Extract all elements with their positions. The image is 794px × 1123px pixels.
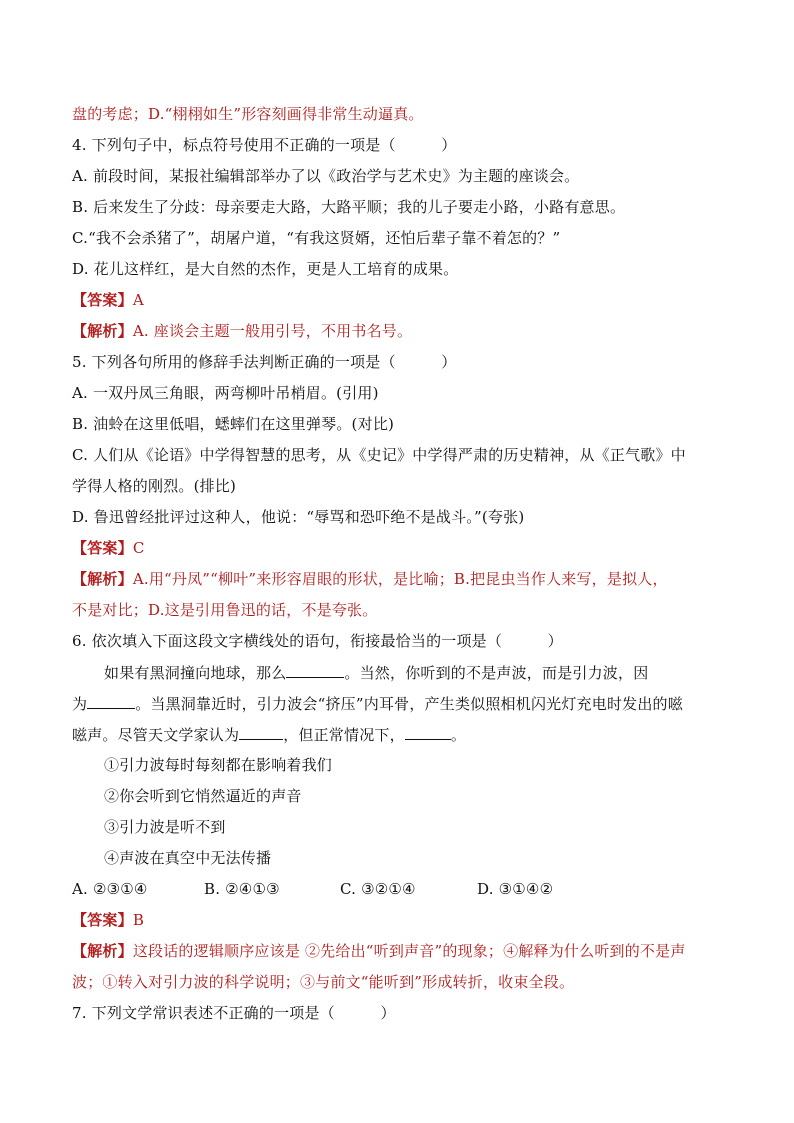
answer-value: A	[132, 291, 144, 309]
question-6-explanation-line1	[72, 941, 686, 961]
fill-blank-4	[405, 724, 451, 740]
question-5-option-b: B. 油蛉在这里低唱，蟋蟀们在这里弹琴。(对比)	[72, 415, 395, 433]
passage-text: ，但正常情况下，	[283, 726, 405, 744]
question-5-option-c-line1: C. 人们从《论语》中学得智慧的思考，从《史记》中学得严肃的历史精神，从《正气歌》中	[72, 446, 686, 464]
question-6-stem: 6. 依次填入下面这段文字横线处的语句，衔接最恰当的一项是（ ）	[72, 632, 563, 650]
explanation-tag: 【解析】	[72, 570, 133, 588]
question-5-explanation-line2: 不是对比；D.这是引用鲁迅的话，不是夸张。	[72, 601, 378, 619]
explanation-tag: 【解析】	[72, 322, 133, 340]
explanation-text: A.用“丹凤”“柳叶”来形容眉眼的形状，是比喻；B.把昆虫当作人来写，是拟人，	[132, 570, 668, 588]
question-4-option-a: A. 前段时间，某报社编辑部举办了以《政治学与艺术史》为主题的座谈会。	[72, 167, 580, 185]
question-6-sentence-4: ④声波在真空中无法传播	[104, 849, 272, 867]
question-4-option-b: B. 后来发生了分歧：母亲要走大路，大路平顺；我的儿子要走小路，小路有意思。	[72, 198, 626, 216]
question-5-option-d: D. 鲁迅曾经批评过这种人，他说：“辱骂和恐吓绝不是战斗。”(夸张)	[72, 508, 525, 526]
question-4-option-d: D. 花儿这样红，是大自然的杰作，更是人工培育的成果。	[72, 260, 459, 278]
question-6-explanation-line2: 波；①转入对引力波的科学说明；③与前文“能听到”形成转折，收束全段。	[72, 973, 575, 991]
question-4-answer	[72, 290, 144, 310]
question-5-stem: 5. 下列各句所用的修辞手法判断正确的一项是（ ）	[72, 353, 457, 371]
answer-value: B	[132, 911, 145, 929]
passage-text: 。当然，你听到的不是声波，而是引力波，因	[344, 664, 649, 682]
passage-text: 。当黑洞靠近时，引力波会“挤压”内耳骨，产生类似照相机闪光灯充电时发出的嗞	[135, 695, 683, 713]
fill-blank-3	[239, 724, 283, 740]
question-6-answer	[72, 910, 144, 930]
question-5-explanation-line1	[72, 569, 668, 589]
question-6-option-b: B. ②④①③	[204, 880, 280, 898]
prev-explanation-tail: 盘的考虑；D.“栩栩如生”形容刻画得非常生动逼真。	[72, 105, 424, 123]
question-6-passage-line1	[104, 662, 648, 683]
fill-blank-1	[286, 662, 344, 678]
question-7-stem: 7. 下列文学常识表述不正确的一项是（ ）	[72, 1004, 396, 1022]
question-6-option-c: C. ③②①④	[340, 880, 416, 898]
question-6-options	[72, 879, 553, 899]
question-5-option-c-line2: 学得人格的刚烈。(排比)	[72, 477, 237, 495]
answer-value: C	[132, 539, 145, 557]
passage-text: 。	[450, 726, 467, 744]
question-4-stem: 4. 下列句子中，标点符号使用不正确的一项是（ ）	[72, 136, 457, 154]
fill-blank-2	[87, 693, 135, 709]
explanation-text: 这段话的逻辑顺序应该是 ②先给出“听到声音”的现象；④解释为什么听到的不是声	[132, 942, 686, 960]
passage-text: 为	[72, 695, 88, 713]
question-6-passage-line2	[72, 693, 683, 714]
question-6-option-a: A. ②③①④	[72, 880, 148, 898]
question-6-option-d: D. ③①④②	[477, 880, 554, 898]
question-6-sentence-1: ①引力波每时每刻都在影响着我们	[104, 756, 333, 774]
explanation-tag: 【解析】	[72, 942, 133, 960]
question-4-option-c: C.“我不会杀猪了”，胡屠户道，“有我这贤婿，还怕后辈子靠不着怎的？”	[72, 229, 561, 247]
answer-tag: 【答案】	[72, 291, 133, 309]
question-5-option-a: A. 一双丹凤三角眼，两弯柳叶吊梢眉。(引用)	[72, 384, 379, 402]
passage-text: 如果有黑洞撞向地球，那么	[104, 664, 287, 682]
explanation-text: A. 座谈会主题一般用引号，不用书名号。	[132, 322, 413, 340]
question-5-answer	[72, 538, 145, 558]
passage-text: 嗞声。尽管天文学家认为	[72, 726, 240, 744]
answer-tag: 【答案】	[72, 539, 133, 557]
question-6-sentence-2: ②你会听到它悄然逼近的声音	[104, 787, 302, 805]
question-6-sentence-3: ③引力波是听不到	[104, 818, 226, 836]
question-6-passage-line3	[72, 724, 466, 745]
answer-tag: 【答案】	[72, 911, 133, 929]
question-4-explanation	[72, 321, 412, 341]
